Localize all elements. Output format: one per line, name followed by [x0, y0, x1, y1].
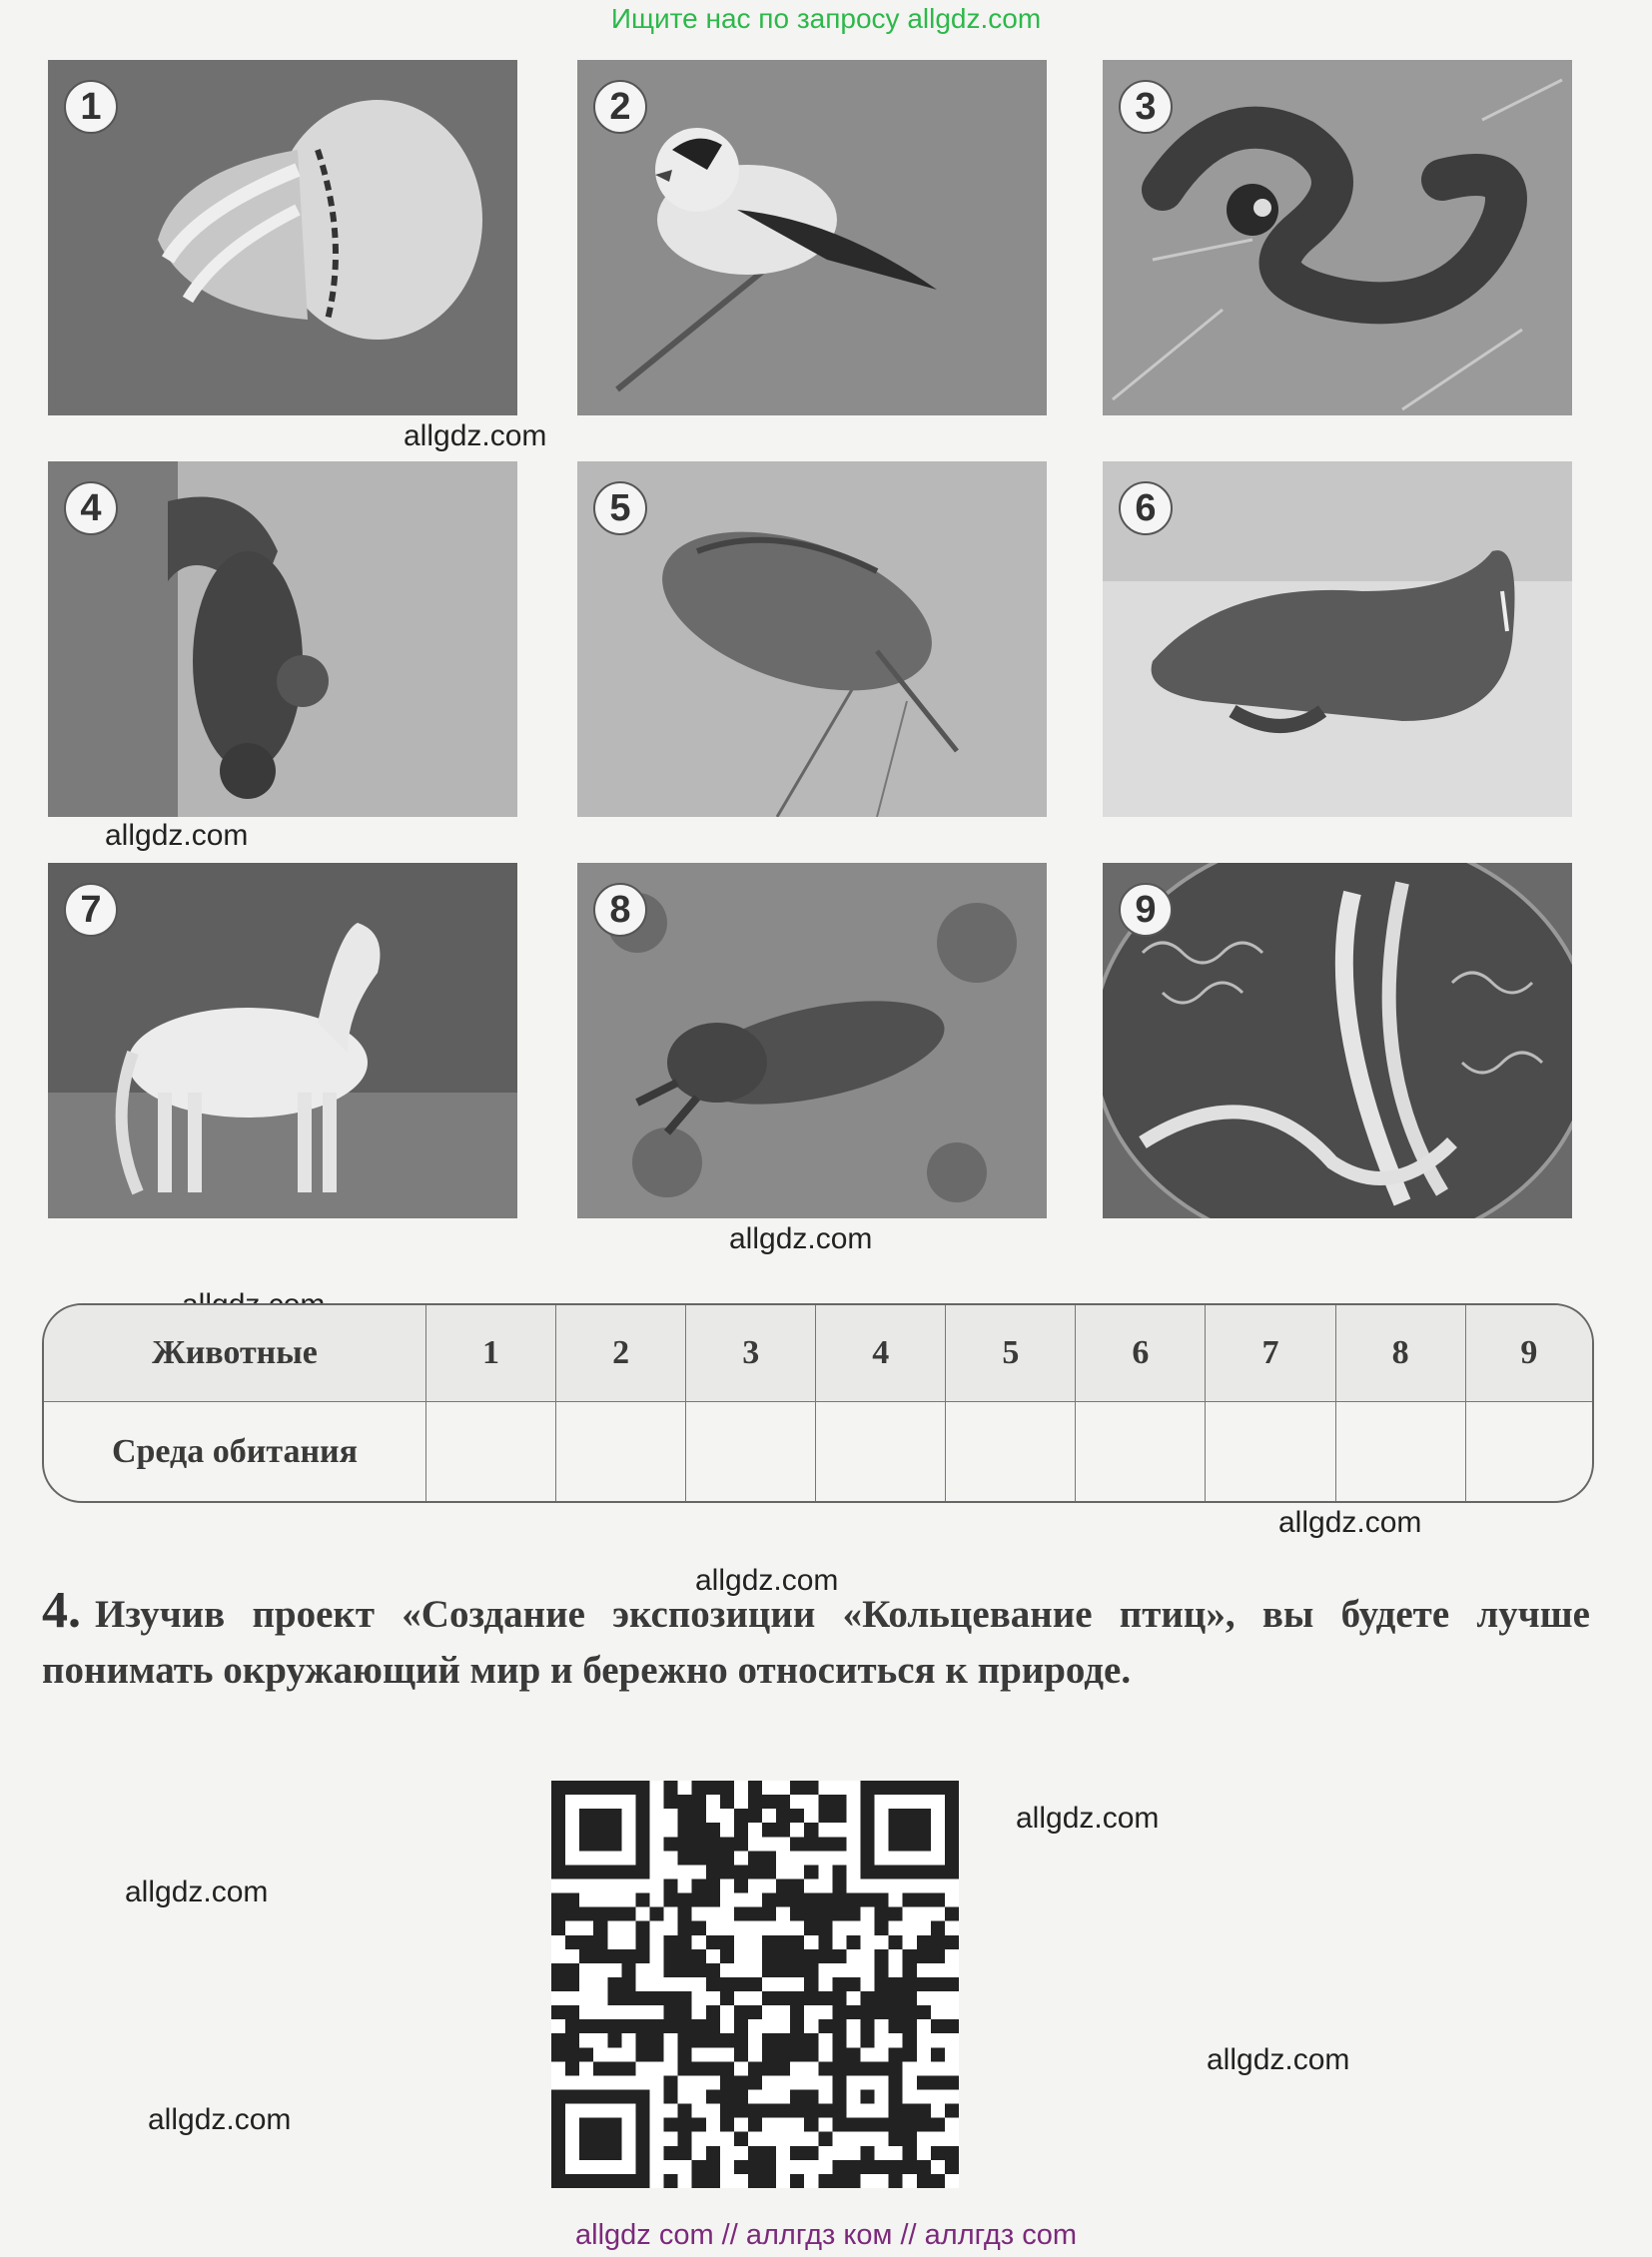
watermark: allgdz.com [404, 419, 547, 452]
habitat-answer-cell[interactable] [1206, 1402, 1335, 1502]
photo-number: 3 [1119, 80, 1173, 134]
photo-number: 8 [593, 883, 647, 937]
watermark: allgdz.com [125, 1876, 269, 1908]
habitat-answer-cell[interactable] [1335, 1402, 1465, 1502]
bat-icon [48, 461, 517, 817]
flea-icon [577, 461, 1047, 817]
walrus-icon [1103, 461, 1572, 817]
column-header: 5 [946, 1305, 1076, 1402]
table-row-animals [44, 1305, 1592, 1402]
habitat-answer-cell[interactable] [816, 1402, 946, 1502]
photo-3 [1103, 60, 1572, 415]
roundworms-icon [1103, 863, 1572, 1218]
photo-1 [48, 60, 517, 415]
habitat-answer-cell[interactable] [556, 1402, 686, 1502]
snake-icon [1103, 60, 1572, 415]
column-header: 4 [816, 1305, 946, 1402]
habitat-answer-cell[interactable] [1465, 1402, 1592, 1502]
top-banner[interactable]: Ищите нас по запросу allgdz.com [610, 3, 1042, 34]
photo-number: 6 [1119, 481, 1173, 535]
task-4 [42, 1583, 1590, 1699]
photo-number: 7 [64, 883, 118, 937]
qr-code-icon[interactable] [551, 1781, 959, 2188]
task-number: 4. [42, 1582, 81, 1639]
photo-4 [48, 461, 517, 817]
column-header: 9 [1465, 1305, 1592, 1402]
watermark: allgdz.com [695, 1564, 839, 1597]
row-label-animals: Животные [44, 1305, 426, 1402]
dog-icon [48, 863, 517, 1218]
table-row-habitat [44, 1402, 1592, 1502]
habitat-answer-cell[interactable] [426, 1402, 556, 1502]
photo-number: 4 [64, 481, 118, 535]
watermark: allgdz.com [105, 819, 249, 852]
photo-number: 5 [593, 481, 647, 535]
watermark: allgdz.com [1278, 1506, 1422, 1539]
footer-links[interactable]: allgdz com // аллгдз ком // аллгдз com [575, 2219, 1077, 2251]
watermark: allgdz.com [148, 2103, 292, 2136]
photo-6 [1103, 461, 1572, 817]
column-header: 1 [426, 1305, 556, 1402]
jellyfish-icon [48, 60, 517, 415]
photo-7 [48, 863, 517, 1218]
photo-8 [577, 863, 1047, 1218]
habitat-answer-cell[interactable] [1076, 1402, 1206, 1502]
column-header: 2 [556, 1305, 686, 1402]
column-header: 3 [686, 1305, 816, 1402]
column-header: 7 [1206, 1305, 1335, 1402]
animals-habitat-table [42, 1303, 1594, 1503]
bird-icon [577, 60, 1047, 415]
mole-cricket-icon [577, 863, 1047, 1218]
habitat-answer-cell[interactable] [946, 1402, 1076, 1502]
task-text: Изучив проект «Создание экспозиции «Кольцевание птиц», вы будете лучше понимать окружающий мир и бережно относиться к природе. [42, 1593, 1590, 1692]
watermark: allgdz.com [729, 1222, 873, 1255]
column-header: 6 [1076, 1305, 1206, 1402]
photo-number: 2 [593, 80, 647, 134]
row-label-habitat: Среда обитания [44, 1402, 426, 1502]
photo-2 [577, 60, 1047, 415]
photo-number: 9 [1119, 883, 1173, 937]
photo-5 [577, 461, 1047, 817]
photo-number: 1 [64, 80, 118, 134]
column-header: 8 [1335, 1305, 1465, 1402]
watermark: allgdz.com [1207, 2043, 1350, 2076]
habitat-answer-cell[interactable] [686, 1402, 816, 1502]
watermark: allgdz.com [1016, 1802, 1160, 1835]
photo-9 [1103, 863, 1572, 1218]
